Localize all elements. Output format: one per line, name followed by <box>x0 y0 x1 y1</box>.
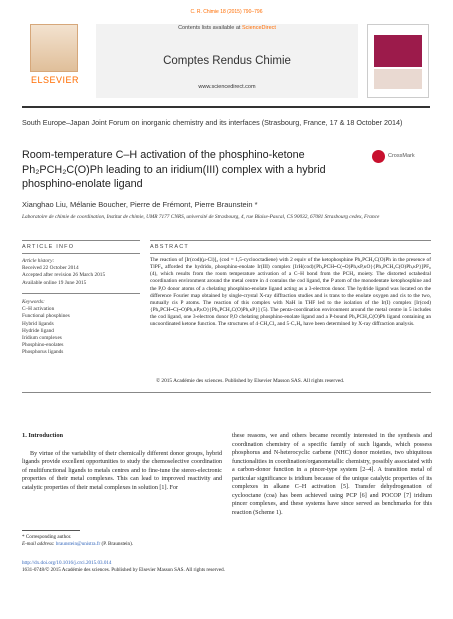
keywords-label: Keywords: <box>22 299 45 305</box>
history-accepted: Accepted after revision 26 March 2015 <box>22 272 106 279</box>
journal-cover-image <box>367 24 429 98</box>
intro-paragraph-right: these reasons, we and others became recently interested in the synthesis and coordination chemistry of a specific family of such ligands, which possess phosphorus and N-heterocyclic carbene (NHC) donor moieties, two ubiquitous functionalities in coordination/organometallic chemistry, possibly associated with a carbon-donor function in a pincer-type system [2–4]. A transition metal of particular significance is iridium because of the unique catalytic properties of its complexes in alkane C–H activation [5]. Transfer dehydrogenation of cyclooctane (coa) has been achieved using PCP [6] and POCOP [7] iridium pincer complexes, and these systems have since served as benchmarks for this reaction (Scheme 1). <box>232 433 432 516</box>
affiliation: Laboratoire de chimie de coordination, Institut de chimie, UMR 7177 CNRS, université de Strasbourg, 4, rue Blaise-Pascal, CS 90032, 67081 Strasbourg cedex, France <box>22 214 380 220</box>
abstract-top-rule <box>150 240 431 241</box>
header-divider <box>22 106 430 108</box>
intro-paragraph-left: By virtue of the variability of their chemically different donor groups, hybrid ligands provide excellent opportunities to study the chemoselective coordination of multifunctional ligands to metals centres and to fine-tune the stereo-electronic properties of their metal complexes. This can lead to improved reactivity and catalytic properties of their metal complexes in solution [1]. For <box>22 450 222 491</box>
doi-block <box>22 560 432 574</box>
doi-link[interactable]: http://dx.doi.org/10.1016/j.crci.2015.03.014 <box>22 560 112 566</box>
abstract-heading-rule <box>150 253 431 254</box>
author-list: Xianghao Liu, Mélanie Boucher, Pierre de Frémont, Pierre Braunstein * <box>22 200 258 209</box>
article-title: Room-temperature C–H activation of the phosphino-ketone Ph₂PCH₂C(O)Ph leading to an iridium(III) complex with a hybrid phosphino-enolate ligand <box>22 149 326 190</box>
email-label: E-mail address: <box>22 541 56 547</box>
copyright-notice: © 2015 Académie des sciences. Published by Elsevier Masson SAS. All rights reserved. <box>156 378 345 384</box>
email-link[interactable]: braunstein@unistra.fr <box>55 541 101 547</box>
corresponding-author-note: * Corresponding author. <box>22 534 72 540</box>
journal-url[interactable]: www.sciencedirect.com <box>198 84 256 90</box>
journal-banner <box>96 24 358 98</box>
elsevier-tree-icon <box>30 24 78 72</box>
keyword-list <box>22 299 140 357</box>
article-info-heading: ARTICLE INFO <box>22 244 75 250</box>
email-line <box>22 541 222 548</box>
title-block <box>22 148 362 192</box>
keyword-item: Phosphino-enolates <box>22 342 64 349</box>
crossmark-label: CrossMark <box>388 153 415 159</box>
elsevier-wordmark: ELSEVIER <box>30 75 80 85</box>
rights-line: 1631-0748/© 2015 Académie des sciences. Published by Elsevier Masson SAS. All rights reserved. <box>22 567 225 573</box>
email-suffix: (P. Braunstein). <box>100 541 134 547</box>
info-top-rule <box>22 240 140 241</box>
keyword-item: Iridium complexes <box>22 335 62 342</box>
footnote <box>22 534 222 548</box>
history-rule <box>22 293 140 294</box>
cover-band-lower <box>374 69 422 89</box>
body-column-right <box>232 432 432 517</box>
abstract-heading: ABSTRACT <box>150 244 189 250</box>
sciencedirect-link[interactable]: ScienceDirect <box>241 25 276 31</box>
footnote-rule <box>22 530 80 531</box>
journal-header <box>0 22 453 108</box>
abstract-text: The reaction of [Ir(cod)(μ-Cl)]₂ (cod = 1,5-cyclooctadiene) with 2 equiv of the ketophosphine Ph₂PCH₂C(O)Ph in the presence of TlPF₆ afforded the hydrido, phosphino-enolate Ir(III) complex [IrH(cod){Ph₂PCH⎯C(⎯O)Ph,κP,κO}{Ph₂PCH₂C(O)Ph,κP}]PF₆ (4), which results from the room temperature activation of a C–H bond from the PCH₂ moiety. The distorted octahedral coordination environment around the metal centre in 4 contains the cod ligand, the P atom of the monodentate ketophosphine and the P,O donor atoms of a chelating phosphino-enolate ligand acting as a 3-electron donor. The hydride ligand was located on the difference Fourier map obtained by single-crystal X-ray diffraction studies and is trans to the enolate oxygen and cis to the two, mutually cis P atoms. The reaction of this complex with NaH in THF led to the isolation of the Ir(I) complex [Ir(cod){Ph₂PCH⎯C(⎯O)Ph,κP,κO}{Ph₂PCH₂C(O)Ph,κP}] (5). The penta-coordination environment around the metal centre in 5 includes the cod ligand, one 3-electron donor P,O chelating phosphino-enolate ligand and a P-bound Ph₂PCH₂C(O)Ph ligand containing an uncoordinated ketone function. The structures of 4·CH₂Cl₂ and 5·C₇H₈ have been determined by X-ray diffraction analysis. <box>150 257 431 328</box>
keyword-item: Functional phosphines <box>22 313 70 320</box>
history-label: Article history: <box>22 258 55 264</box>
crossmark-icon <box>372 150 385 163</box>
cover-band <box>374 35 422 67</box>
journal-citation[interactable]: C. R. Chimie 18 (2015) 790–796 <box>190 9 263 15</box>
elsevier-logo <box>22 22 88 94</box>
keyword-item: C–H activation <box>22 306 55 313</box>
journal-title: Comptes Rendus Chimie <box>163 55 291 67</box>
keyword-item: Hybrid ligands <box>22 320 54 327</box>
contents-prefix: Contents lists available at <box>178 25 242 31</box>
article-history <box>22 258 140 287</box>
crossmark-badge[interactable] <box>372 150 430 164</box>
contents-line <box>96 25 358 31</box>
history-online: Available online 19 June 2015 <box>22 279 87 286</box>
keyword-item: Phosphorus ligands <box>22 349 64 356</box>
abstract-bottom-rule <box>22 392 431 393</box>
forum-note: South Europe–Japan Joint Forum on inorganic chemistry and its interfaces (Strasbourg, France, 17 & 18 October 2014) <box>22 118 403 127</box>
history-received: Received 22 October 2014 <box>22 265 79 272</box>
info-heading-rule <box>22 253 140 254</box>
introduction-heading: 1. Introduction <box>22 432 64 439</box>
keyword-item: Hydride ligand <box>22 327 54 334</box>
body-column-left <box>22 432 222 493</box>
